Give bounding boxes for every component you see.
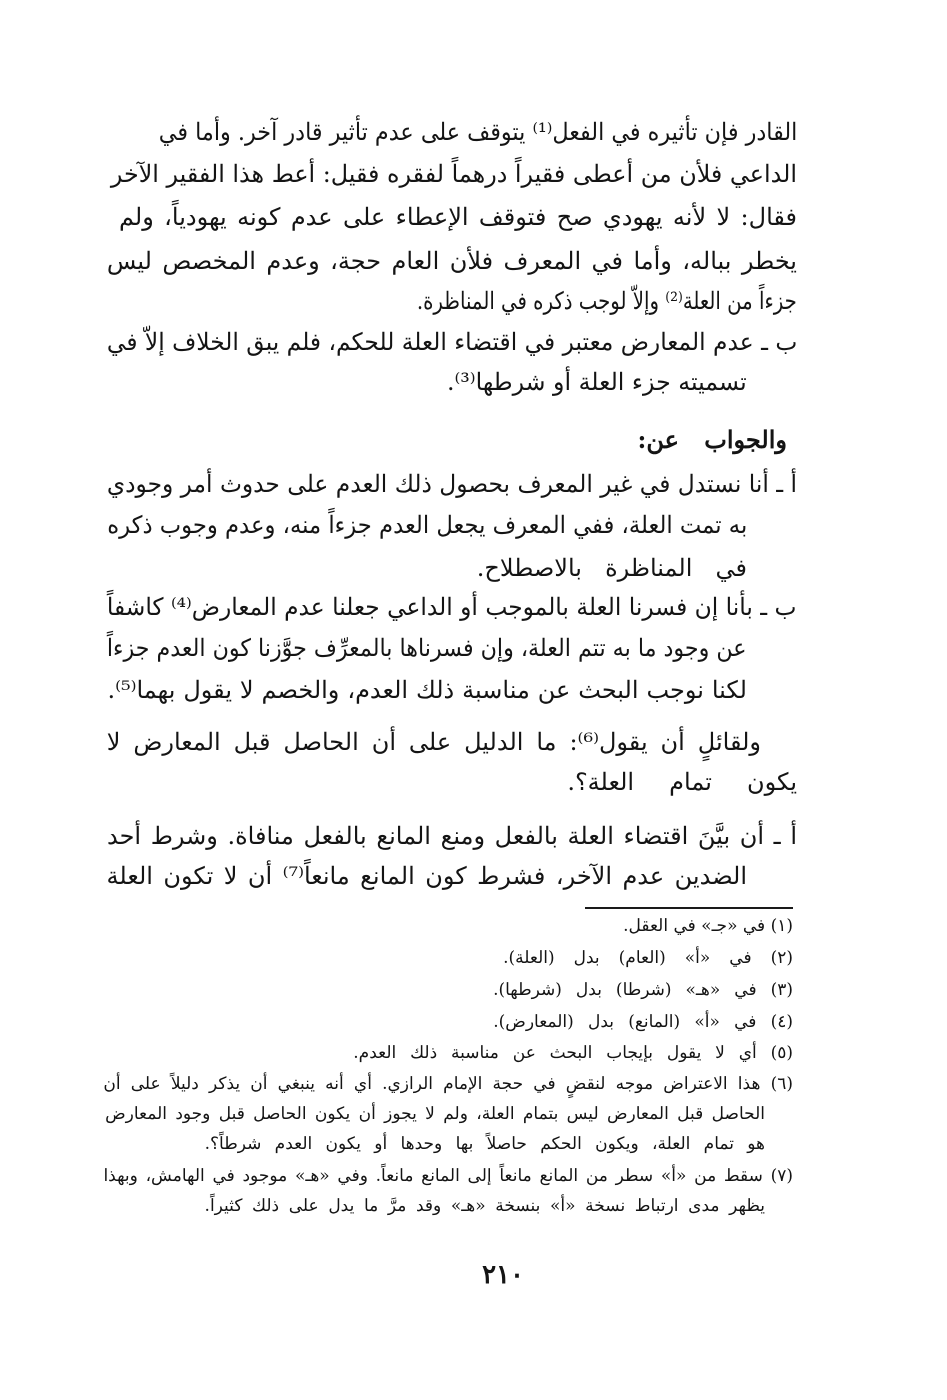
page-number: ٢١٠ <box>482 1260 524 1290</box>
body-line-17: الضدين عدم الآخر، فشرط كون المانع مانعاً⁽⁷⁾ أن لا تكون العلة <box>106 862 747 890</box>
body-line-4: يخطر بباله، وأما في المعرف فلأن العام حجة، وعدم المخصص ليس <box>106 247 797 275</box>
footnote-4: (٤) في «أ» (المانع) بدل (المعارض). <box>493 1012 793 1032</box>
body-line-1: القادر فإن تأثيره في الفعل⁽¹⁾ يتوقف على عدم تأثير قادر آخر. وأما في <box>158 118 797 146</box>
body-line-3: فقال: لا لأنه يهودي صح فتوقف الإعطاء على عدم كونه يهودياً، ولم <box>118 203 797 231</box>
body-line-6: ب ـ عدم المعارض معتبر في اقتضاء العلة للحكم، فلم يبق الخلاف إلاّ في <box>106 328 797 356</box>
body-line-15: يكون تمام العلة؟. <box>567 768 797 796</box>
footnote-7-cont: يظهر مدى ارتباط نسخة «أ» بنسخة «هـ» وقد مرَّ ما يدل على ذلك كثيراً. <box>204 1196 765 1216</box>
answer-heading: والجواب عن: <box>637 425 787 454</box>
body-line-5: جزءاً من العلة⁽²⁾ وإلاّ لوجب ذكره في المناظرة. <box>417 287 797 315</box>
footnote-2: (٢) في «أ» (العام) بدل (العلة). <box>503 948 793 968</box>
footnote-6-cont-2: هو تمام العلة، ويكون الحكم حاصلاً بها وحدها أو يكون العدم شرطاً؟. <box>204 1134 765 1154</box>
footnote-6: (٦) هذا الاعتراض موجه لنقضٍ في حجة الإمام الرازي. أي أنه ينبغي أن يذكر دليلاً على أن <box>103 1074 793 1094</box>
footnote-separator <box>585 907 793 909</box>
body-line-9: به تمت العلة، ففي المعرف يجعل العدم جزءاً منه، وعدم وجوب ذكره <box>106 511 747 539</box>
body-line-10: في المناظرة بالاصطلاح. <box>476 554 747 582</box>
body-line-12: عن وجود ما به تتم العلة، وإن فسرناها بالمعرِّف جوَّزنا كون العدم جزءاً <box>107 634 747 662</box>
footnote-6-cont-1: الحاصل قبل المعارض ليس بتمام العلة، ولم لا يجوز أن يكون الحاصل قبل وجود المعارض <box>105 1104 765 1124</box>
footnote-1: (١) في «جـ» في العقل. <box>623 916 793 936</box>
body-line-14: ولقائلٍ أن يقول⁽⁶⁾: ما الدليل على أن الحاصل قبل المعارض لا <box>106 728 761 756</box>
footnote-5: (٥) أي لا يقول بإيجاب البحث عن مناسبة ذلك العدم. <box>353 1043 793 1063</box>
body-line-7: تسميته جزء العلة أو شرطها⁽³⁾. <box>447 368 747 396</box>
body-line-8: أ ـ أنا نستدل في غير المعرف بحصول ذلك العدم على حدوث أمر وجودي <box>106 470 797 498</box>
footnote-3: (٣) في «هـ» (شرطا) بدل (شرطها). <box>493 980 793 1000</box>
body-line-16: أ ـ أن بيَّنَ اقتضاء العلة بالفعل ومنع المانع بالفعل منافاة. وشرط أحد <box>106 822 797 850</box>
footnote-7: (٧) سقط من «أ» سطر من المانع مانعاً إلى المانع مانعاً. وفي «هـ» موجود في الهامش، وبهذا <box>103 1166 793 1186</box>
body-line-11: ب ـ بأنا إن فسرنا العلة بالموجب أو الداعي جعلنا عدم المعارض⁽⁴⁾ كاشفاً <box>107 593 798 621</box>
body-line-13: لكنا نوجب البحث عن مناسبة ذلك العدم، والخصم لا يقول بهما⁽⁵⁾. <box>107 676 747 704</box>
body-line-2: الداعي فلأن من أعطى فقيراً درهماً لفقره فقيل: أعط هذا الفقير الآخر <box>110 160 797 188</box>
